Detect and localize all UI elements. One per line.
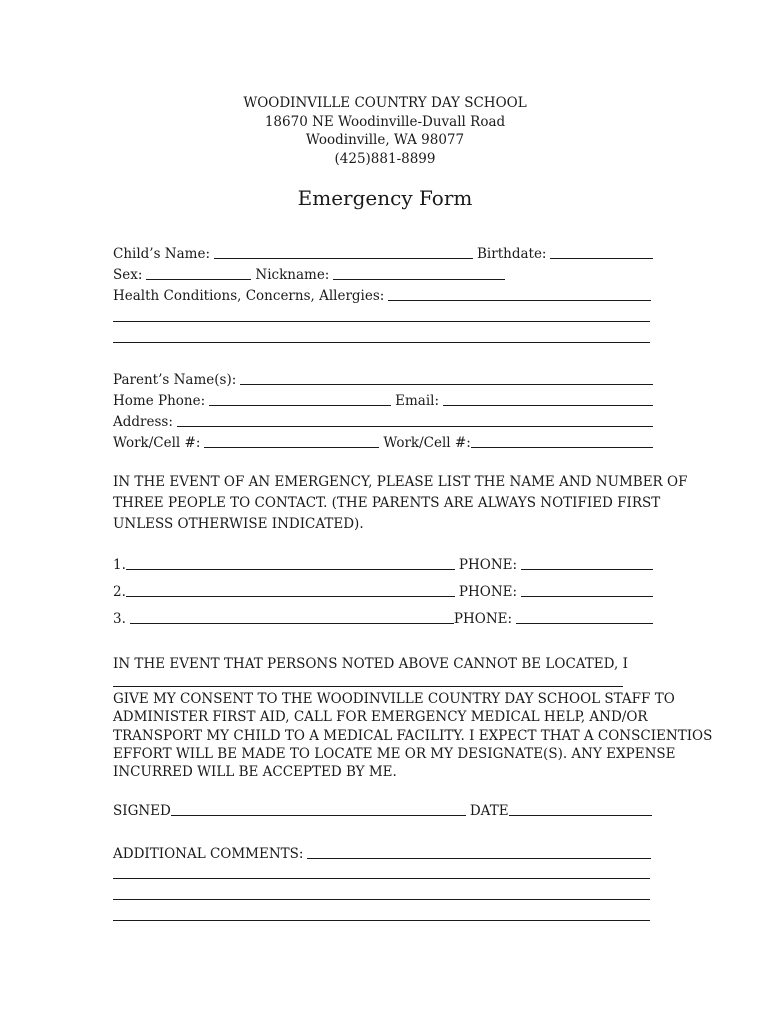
- school-street: 18670 NE Woodinville-Duvall Road: [264, 113, 506, 130]
- health-label: Health Conditions, Concerns, Allergies:: [113, 288, 385, 304]
- child-name-field[interactable]: [214, 244, 473, 259]
- school-phone: (425)881-8899: [334, 150, 436, 167]
- sex-label: Sex:: [113, 267, 143, 283]
- work-cell-2-field[interactable]: [471, 433, 653, 448]
- consent-line-2: ADMINISTER FIRST AID, CALL FOR EMERGENCY MEDICAL HELP, AND/OR: [113, 709, 648, 726]
- comments-field-line-4[interactable]: [113, 920, 650, 921]
- consent-text: [113, 690, 713, 781]
- parent-names-field[interactable]: [240, 370, 653, 385]
- contact-row-2: [113, 580, 653, 600]
- comments-label: ADDITIONAL COMMENTS:: [113, 846, 304, 862]
- contact-phone-field-3[interactable]: [516, 609, 653, 624]
- health-field-line-3[interactable]: [113, 342, 650, 343]
- contact-phone-field-1[interactable]: [521, 555, 653, 570]
- address-field[interactable]: [177, 412, 653, 427]
- child-name-label: Child’s Name:: [113, 246, 211, 262]
- date-field[interactable]: [509, 801, 652, 816]
- home-phone-email-row: [113, 389, 653, 409]
- birthdate-field[interactable]: [550, 244, 653, 259]
- consent-line-3: TRANSPORT MY CHILD TO A MEDICAL FACILITY. I EXPECT THAT A CONSCIENTIOS: [113, 727, 713, 744]
- sex-field[interactable]: [146, 265, 251, 280]
- contact-phone-field-2[interactable]: [521, 582, 653, 597]
- date-label: DATE: [469, 803, 509, 819]
- contact-number-3: 3.: [113, 611, 126, 627]
- address-label: Address:: [113, 414, 173, 430]
- signature-row: [113, 799, 652, 819]
- contact-name-field-1[interactable]: [126, 555, 455, 570]
- email-label: Email:: [395, 393, 440, 409]
- contact-number-2: 2.: [113, 584, 126, 600]
- nickname-field[interactable]: [333, 265, 505, 280]
- work-cell-1-field[interactable]: [204, 433, 379, 448]
- contact-phone-label-2: PHONE:: [458, 584, 518, 600]
- consent-name-field[interactable]: [113, 686, 623, 687]
- instruction-line-3: UNLESS OTHERWISE INDICATED).: [113, 516, 364, 532]
- contact-phone-label-1: PHONE:: [458, 557, 518, 573]
- parent-names-label: Parent’s Name(s):: [113, 372, 237, 388]
- contact-name-field-3[interactable]: [130, 609, 454, 624]
- instruction-line-2: THREE PEOPLE TO CONTACT. (THE PARENTS ARE ALWAYS NOTIFIED FIRST: [113, 495, 661, 511]
- work-cell-1-label: Work/Cell #:: [113, 435, 201, 451]
- comments-field[interactable]: [307, 844, 651, 859]
- home-phone-label: Home Phone:: [113, 393, 206, 409]
- signature-field[interactable]: [171, 801, 466, 816]
- comments-field-line-2[interactable]: [113, 878, 650, 879]
- comments-field-line-3[interactable]: [113, 899, 650, 900]
- consent-line-4: EFFORT WILL BE MADE TO LOCATE ME OR MY DESIGNATE(S). ANY EXPENSE: [113, 745, 676, 762]
- consent-line-5: INCURRED WILL BE ACCEPTED BY ME.: [113, 764, 397, 781]
- contact-phone-label-3: PHONE:: [453, 611, 513, 627]
- consent-intro: IN THE EVENT THAT PERSONS NOTED ABOVE CANNOT BE LOCATED, I: [113, 656, 628, 672]
- home-phone-field[interactable]: [209, 391, 391, 406]
- emergency-instructions: [113, 472, 688, 535]
- school-city: Woodinville, WA 98077: [305, 132, 465, 148]
- address-row: [113, 410, 653, 430]
- health-field-line-2[interactable]: [113, 321, 650, 322]
- school-header: [0, 94, 770, 168]
- work-cell-2-label: Work/Cell #:: [383, 435, 471, 451]
- instruction-line-1: IN THE EVENT OF AN EMERGENCY, PLEASE LIST THE NAME AND NUMBER OF: [113, 474, 688, 490]
- child-name-row: [113, 242, 653, 262]
- work-cell-row: [113, 431, 653, 451]
- contact-row-1: [113, 553, 653, 573]
- school-name: WOODINVILLE COUNTRY DAY SCHOOL: [243, 95, 527, 111]
- contact-number-1: 1.: [113, 557, 126, 573]
- nickname-label: Nickname:: [255, 267, 330, 283]
- consent-line-1: GIVE MY CONSENT TO THE WOODINVILLE COUNTRY DAY SCHOOL STAFF TO: [113, 691, 675, 707]
- sex-nickname-row: [113, 263, 505, 283]
- email-field[interactable]: [443, 391, 653, 406]
- parent-names-row: [113, 368, 653, 388]
- birthdate-label: Birthdate:: [477, 246, 547, 262]
- form-title: Emergency Form: [297, 186, 473, 210]
- signed-label: SIGNED: [113, 803, 171, 819]
- contact-row-3: [113, 607, 653, 627]
- health-row: [113, 284, 651, 304]
- health-field[interactable]: [388, 286, 651, 301]
- comments-row: [113, 842, 651, 862]
- contact-name-field-2[interactable]: [126, 582, 455, 597]
